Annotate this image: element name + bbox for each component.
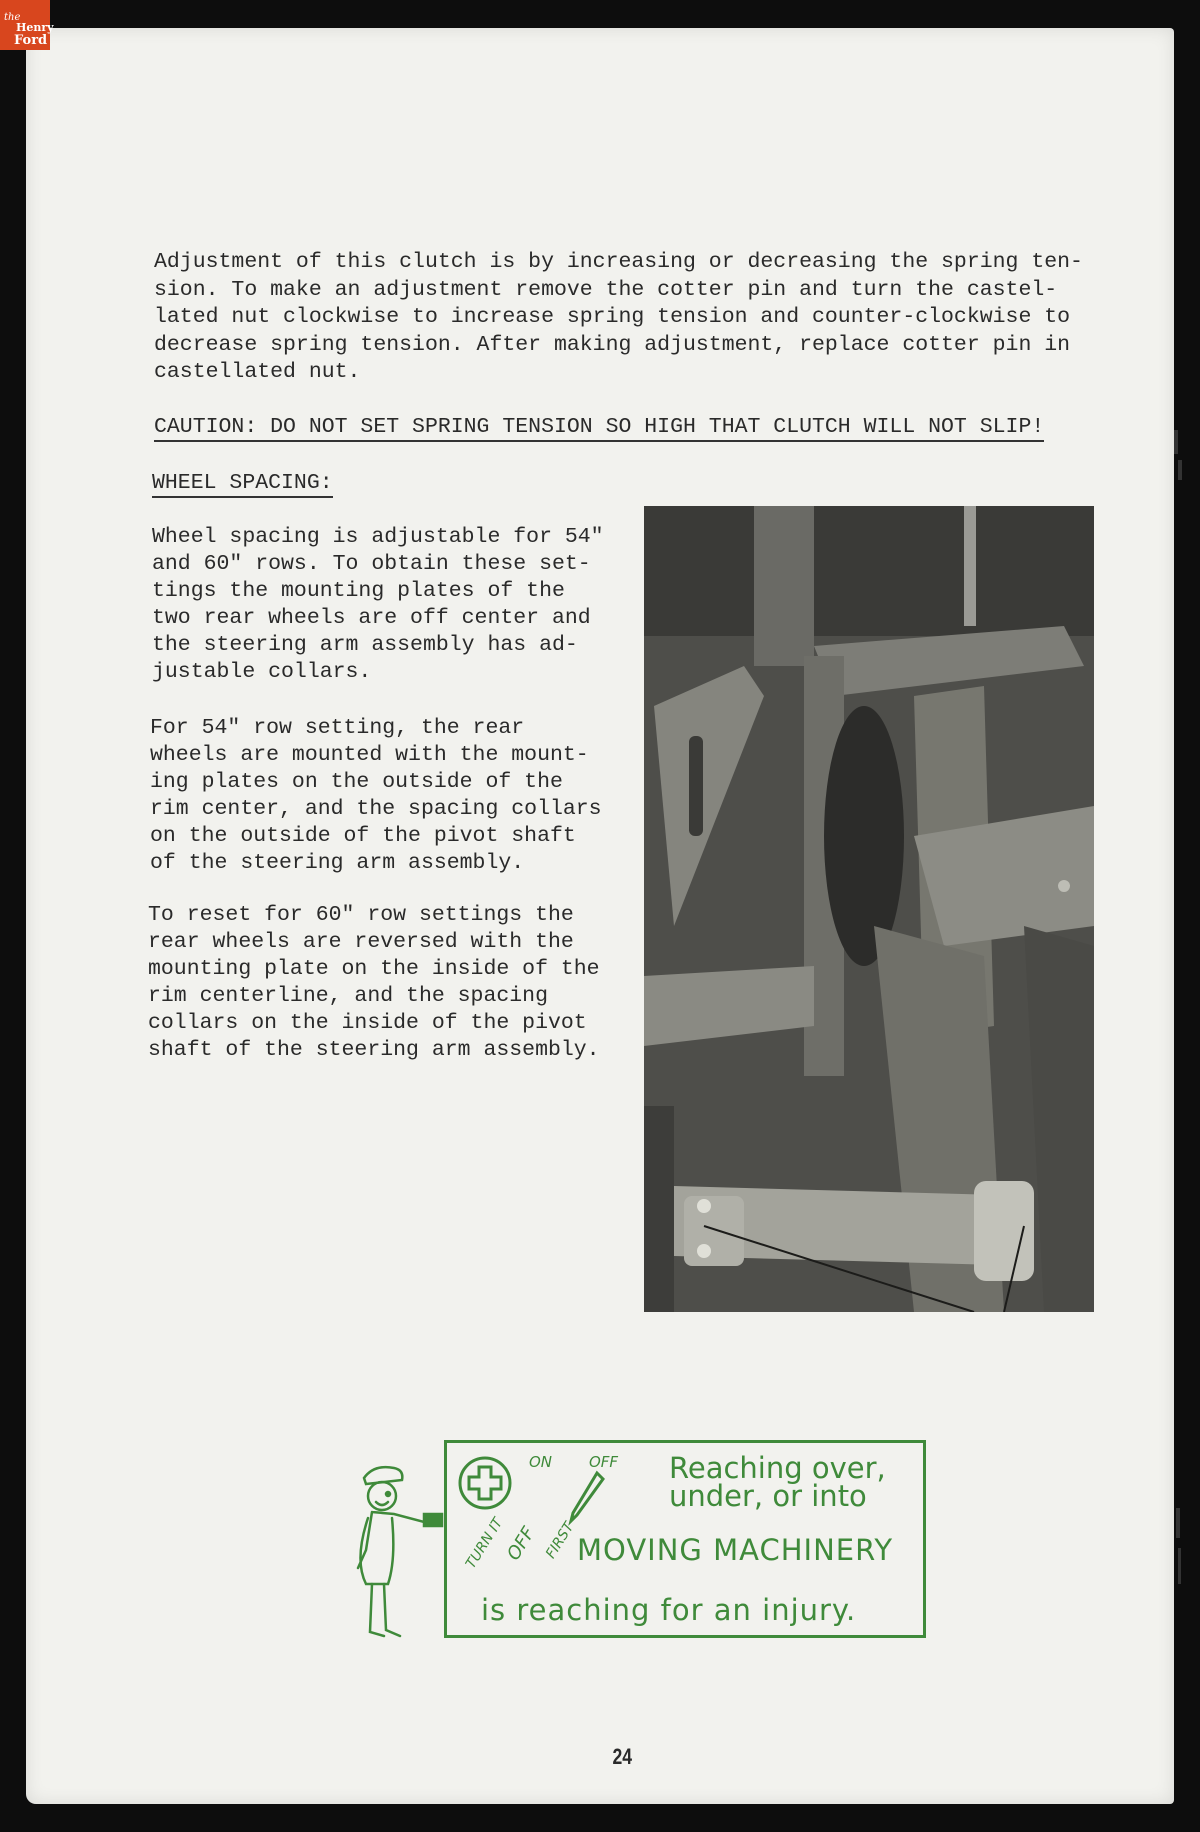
- first-label: FIRST: [543, 1519, 578, 1562]
- on-label: ON: [529, 1453, 553, 1471]
- text-line: collars on the inside of the pivot: [148, 1011, 587, 1035]
- text-line: decrease spring tension. After making adjustment, replace cotter pin in: [154, 332, 1071, 357]
- text-line: and 60" rows. To obtain these set-: [152, 552, 591, 576]
- text-line: rim center, and the spacing collars: [150, 797, 602, 821]
- text-line: two rear wheels are off center and: [152, 606, 591, 630]
- text-line: mounting plate on the inside of the: [148, 957, 600, 981]
- safety-warning-box: [444, 1440, 926, 1638]
- warning-line-2: under, or into: [669, 1479, 867, 1513]
- text-line: of the steering arm assembly.: [150, 851, 525, 875]
- margin-mark: [1178, 460, 1182, 480]
- logo-text-ford: Ford: [14, 33, 48, 48]
- text-line: on the outside of the pivot shaft: [150, 824, 576, 848]
- text-line: Wheel spacing is adjustable for 54": [152, 525, 604, 549]
- text-line: tings the mounting plates of the: [152, 579, 565, 603]
- text-line: rear wheels are reversed with the: [148, 930, 574, 954]
- machinery-photo: [644, 506, 1094, 1312]
- safety-mascot-illustration: [344, 1460, 444, 1646]
- switch-lever-icon: [567, 1469, 607, 1529]
- text-line: rim centerline, and the spacing: [148, 984, 548, 1008]
- text-line: justable collars.: [152, 660, 372, 684]
- logo-text-the: the: [4, 12, 21, 23]
- text-line: sion. To make an adjustment remove the cotter pin and turn the castel-: [154, 277, 1058, 302]
- clutch-adjustment-paragraph: [154, 249, 1124, 387]
- moving-machinery-text: MOVING MACHINERY: [577, 1533, 894, 1567]
- turn-it-label: TURN IT: [463, 1515, 507, 1572]
- wheel-spacing-paragraph: [152, 524, 604, 686]
- margin-mark: [1176, 1508, 1180, 1538]
- warning-line-1: Reaching over,: [669, 1451, 886, 1485]
- text-line: wheels are mounted with the mount-: [150, 743, 589, 767]
- text-line: lated nut clockwise to increase spring tension and counter-clockwise to: [154, 305, 1071, 329]
- henry-ford-logo: [0, 0, 54, 50]
- booklet-page: [26, 28, 1174, 1804]
- text-line: shaft of the steering arm assembly.: [148, 1038, 600, 1062]
- margin-mark: [1174, 430, 1178, 454]
- text-line: castellated nut.: [154, 360, 361, 384]
- first-aid-cross-icon: [457, 1455, 513, 1511]
- row-54-setting-paragraph: [150, 715, 602, 877]
- steering-arm-photo-image: [644, 506, 1094, 1312]
- text-line: ing plates on the outside of the: [150, 770, 563, 794]
- logo-text-henry: Henry: [16, 21, 54, 34]
- off-label: OFF: [589, 1453, 619, 1471]
- text-line: Adjustment of this clutch is by increasing or decreasing the spring ten-: [154, 250, 1083, 274]
- injury-warning-text: is reaching for an injury.: [481, 1593, 857, 1627]
- row-60-setting-paragraph: [148, 902, 600, 1064]
- text-line: To reset for 60" row settings the: [148, 903, 574, 927]
- off-rotated-label: OFF: [503, 1523, 540, 1565]
- wheel-spacing-heading: WHEEL SPACING:: [152, 471, 333, 498]
- text-line: the steering arm assembly has ad-: [152, 633, 578, 657]
- text-line: For 54" row setting, the rear: [150, 716, 525, 740]
- page-number: 24: [612, 1744, 633, 1769]
- margin-mark: [1178, 1548, 1181, 1584]
- caution-heading: CAUTION: DO NOT SET SPRING TENSION SO HIGH THAT CLUTCH WILL NOT SLIP!: [154, 415, 1044, 442]
